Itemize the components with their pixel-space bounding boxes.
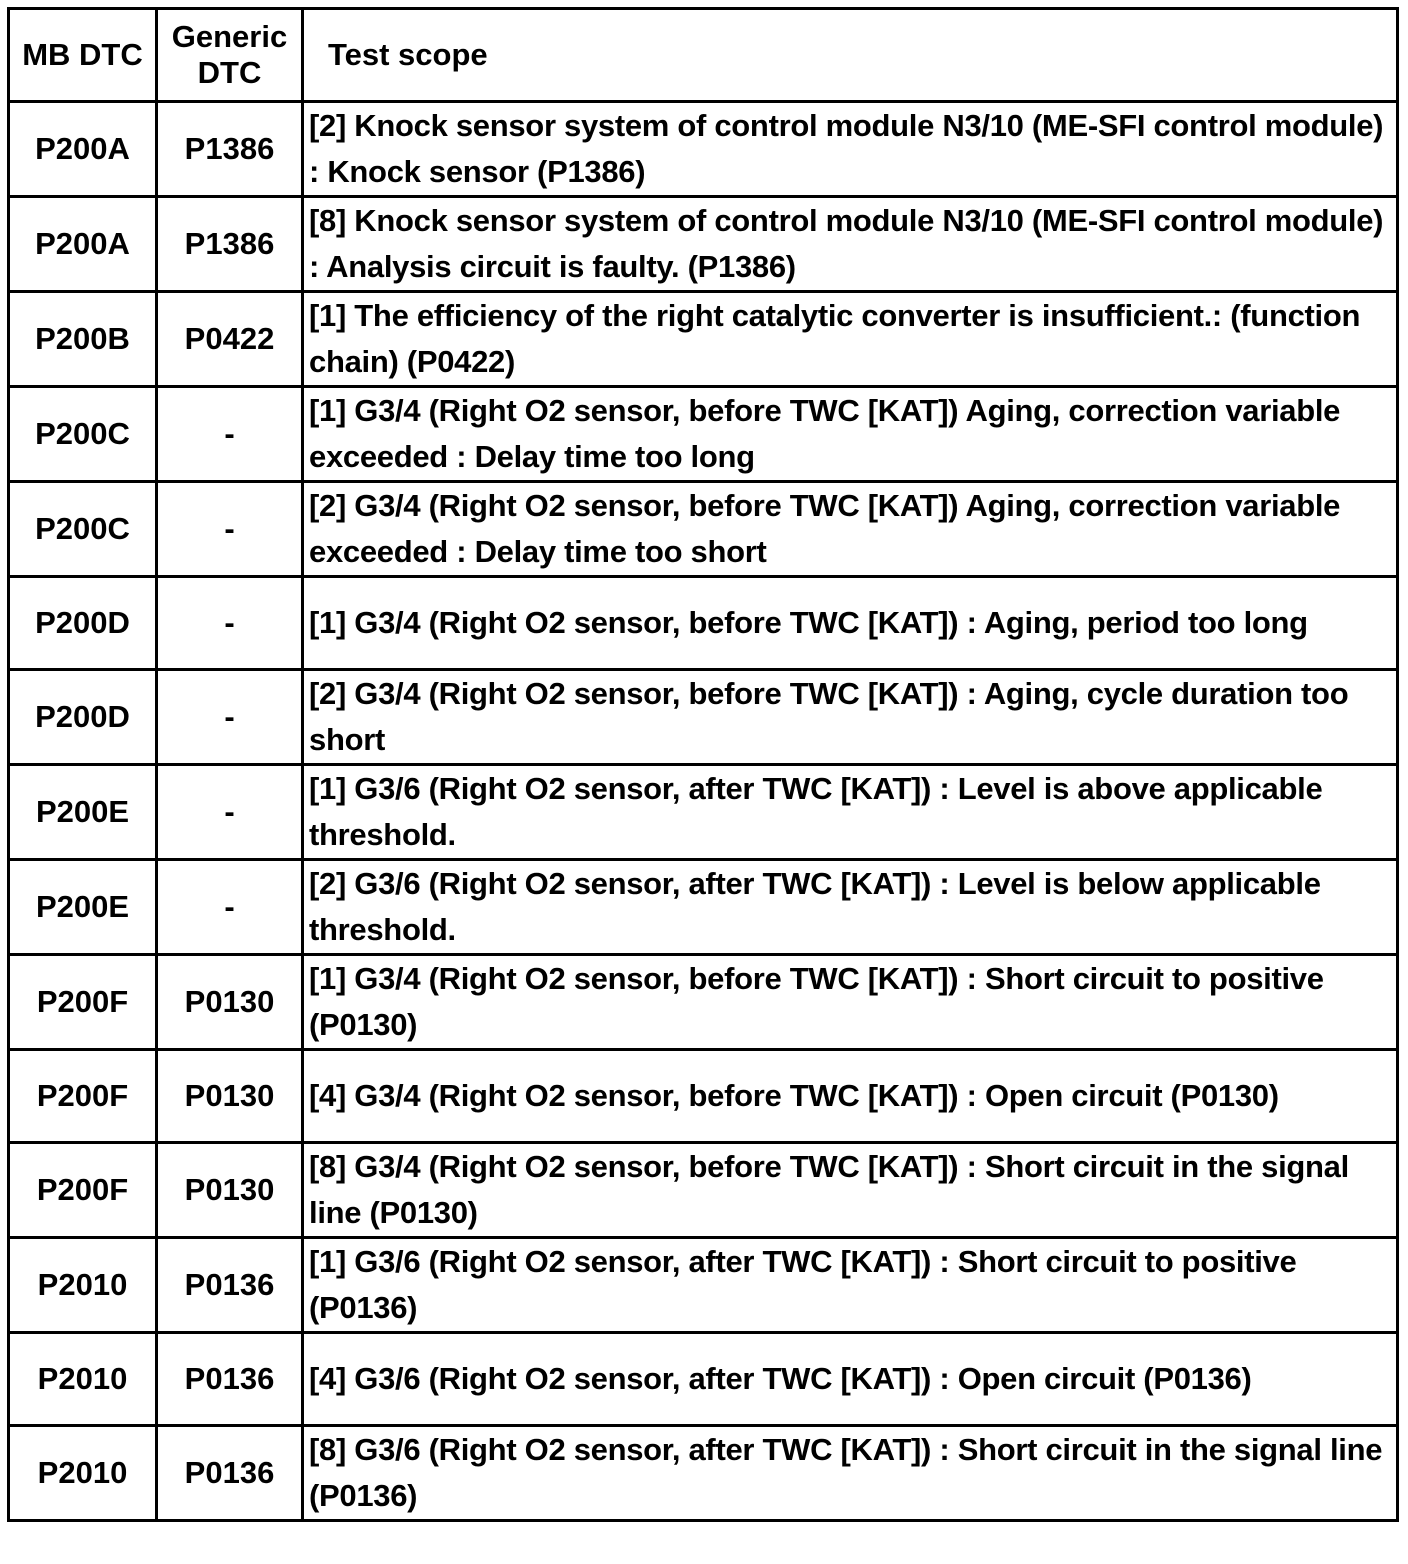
header-test-scope [303,9,1398,102]
mb-dtc-cell: P200F [9,1050,157,1143]
generic-dtc-cell: P0130 [157,1143,303,1238]
generic-dtc-cell: P0130 [157,955,303,1050]
test-scope-cell: [1] G3/6 (Right O2 sensor, after TWC [KAT]) : Short circuit to positive (P0136) [303,1238,1398,1333]
generic-dtc-cell: - [157,482,303,577]
table-header [9,9,1398,102]
table-body [9,102,1398,1521]
table-row [9,197,1398,292]
header-generic-dtc-label: Generic DTC [171,19,288,90]
table-row [9,577,1398,670]
header-mb-dtc-label: MB DTC [22,37,143,72]
test-scope-cell: [2] G3/4 (Right O2 sensor, before TWC [KAT]) Aging, correction variable exceeded : Delay time too short [303,482,1398,577]
mb-dtc-cell: P200D [9,670,157,765]
test-scope-cell: [8] Knock sensor system of control module N3/10 (ME-SFI control module) : Analysis circuit is faulty. (P1386) [303,197,1398,292]
table-row [9,860,1398,955]
mb-dtc-cell: P2010 [9,1426,157,1521]
mb-dtc-cell: P200C [9,482,157,577]
mb-dtc-cell: P200F [9,1143,157,1238]
generic-dtc-cell: - [157,670,303,765]
table-row [9,955,1398,1050]
generic-dtc-cell: - [157,387,303,482]
mb-dtc-cell: P200A [9,197,157,292]
mb-dtc-cell: P2010 [9,1238,157,1333]
table-row [9,102,1398,197]
dtc-table [7,7,1399,1522]
mb-dtc-cell: P200E [9,765,157,860]
generic-dtc-cell: - [157,860,303,955]
generic-dtc-cell: P0136 [157,1238,303,1333]
test-scope-cell: [4] G3/6 (Right O2 sensor, after TWC [KAT]) : Open circuit (P0136) [303,1333,1398,1426]
table-row [9,1143,1398,1238]
header-test-scope-label: Test scope [328,37,488,72]
generic-dtc-cell: P1386 [157,102,303,197]
table-row [9,1050,1398,1143]
test-scope-cell: [2] Knock sensor system of control module N3/10 (ME-SFI control module) : Knock sensor (P1386) [303,102,1398,197]
mb-dtc-cell: P200D [9,577,157,670]
generic-dtc-cell: - [157,577,303,670]
table-row [9,1333,1398,1426]
generic-dtc-cell: P0130 [157,1050,303,1143]
test-scope-cell: [1] G3/4 (Right O2 sensor, before TWC [KAT]) : Aging, period too long [303,577,1398,670]
test-scope-cell: [2] G3/4 (Right O2 sensor, before TWC [KAT]) : Aging, cycle duration too short [303,670,1398,765]
test-scope-cell: [1] The efficiency of the right catalytic converter is insufficient.: (function chain) (P0422) [303,292,1398,387]
table-row [9,482,1398,577]
test-scope-cell: [1] G3/6 (Right O2 sensor, after TWC [KAT]) : Level is above applicable threshold. [303,765,1398,860]
header-row [9,9,1398,102]
table-row [9,1238,1398,1333]
generic-dtc-cell: P0136 [157,1426,303,1521]
test-scope-cell: [4] G3/4 (Right O2 sensor, before TWC [KAT]) : Open circuit (P0130) [303,1050,1398,1143]
generic-dtc-cell: - [157,765,303,860]
generic-dtc-cell: P0136 [157,1333,303,1426]
header-generic-dtc [157,9,303,102]
generic-dtc-cell: P0422 [157,292,303,387]
mb-dtc-cell: P200F [9,955,157,1050]
test-scope-cell: [8] G3/6 (Right O2 sensor, after TWC [KAT]) : Short circuit in the signal line (P0136) [303,1426,1398,1521]
test-scope-cell: [1] G3/4 (Right O2 sensor, before TWC [KAT]) Aging, correction variable exceeded : Delay time too long [303,387,1398,482]
table-row [9,765,1398,860]
mb-dtc-cell: P200C [9,387,157,482]
mb-dtc-cell: P200E [9,860,157,955]
test-scope-cell: [8] G3/4 (Right O2 sensor, before TWC [KAT]) : Short circuit in the signal line (P0130) [303,1143,1398,1238]
mb-dtc-cell: P200B [9,292,157,387]
table-row [9,387,1398,482]
generic-dtc-cell: P1386 [157,197,303,292]
table-row [9,670,1398,765]
header-mb-dtc [9,9,157,102]
test-scope-cell: [1] G3/4 (Right O2 sensor, before TWC [KAT]) : Short circuit to positive (P0130) [303,955,1398,1050]
table-row [9,1426,1398,1521]
test-scope-cell: [2] G3/6 (Right O2 sensor, after TWC [KAT]) : Level is below applicable threshold. [303,860,1398,955]
mb-dtc-cell: P2010 [9,1333,157,1426]
table-row [9,292,1398,387]
mb-dtc-cell: P200A [9,102,157,197]
